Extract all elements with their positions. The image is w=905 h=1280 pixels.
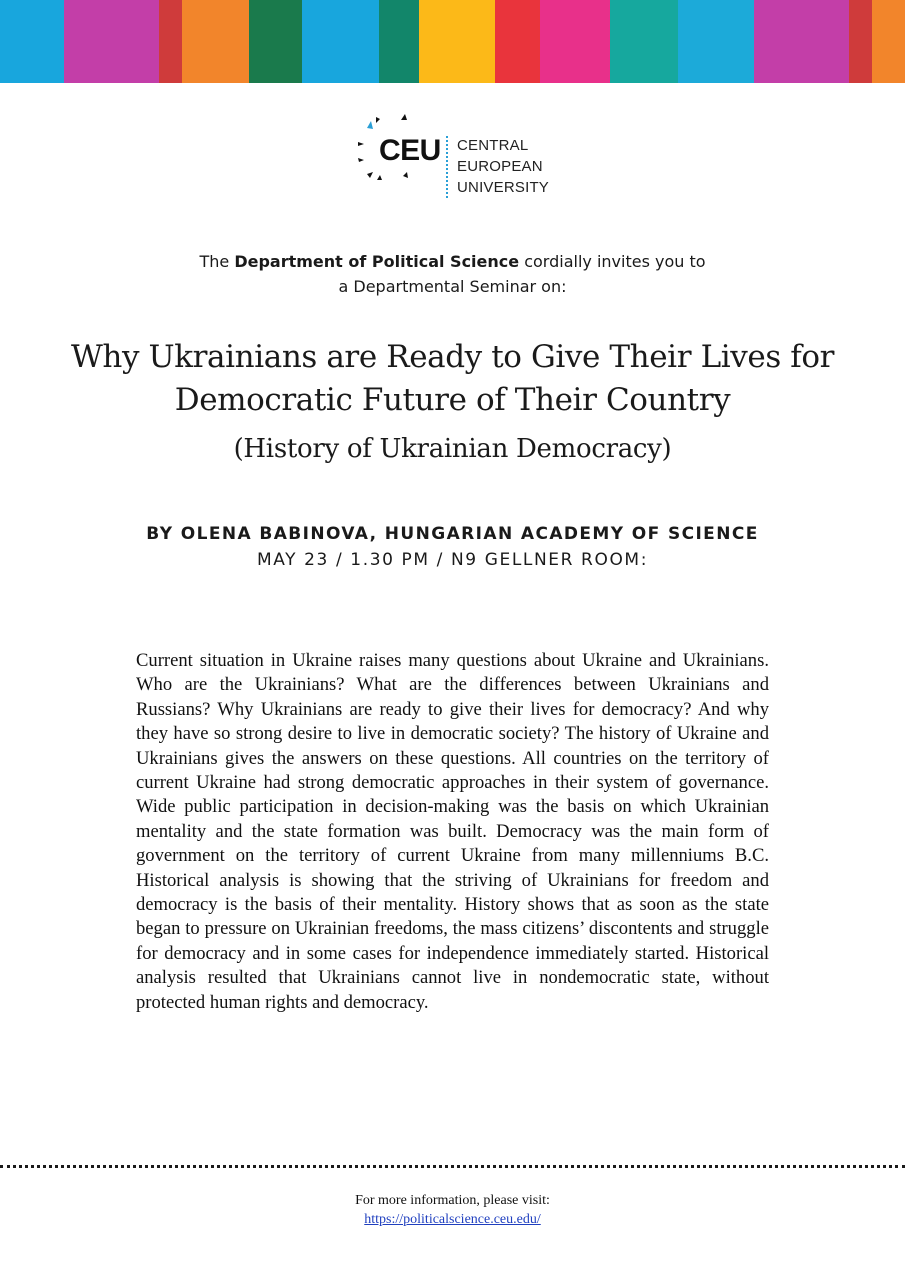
color-stripe: [302, 0, 379, 83]
color-stripe: [0, 0, 64, 83]
seminar-title-line-2: Democratic Future of Their Country: [174, 382, 731, 418]
university-name-line-1: CENTRAL: [457, 137, 529, 154]
invitation-suffix: cordially invites you to: [519, 252, 706, 271]
color-stripe: [64, 0, 159, 83]
logo-divider: [446, 136, 448, 198]
department-name: Department of Political Science: [234, 252, 520, 271]
speaker-line: BY OLENA BABINOVA, HUNGARIAN ACADEMY OF SCIENCE: [146, 524, 759, 544]
date-time-location: MAY 23 / 1.30 PM / N9 GELLNER ROOM:: [256, 550, 649, 570]
color-stripe: [540, 0, 610, 83]
color-stripe: [419, 0, 495, 83]
color-stripe: [249, 0, 302, 83]
invitation-prefix: The: [199, 252, 235, 271]
color-stripe: [610, 0, 678, 83]
color-stripe: [872, 0, 905, 83]
university-name-line-2: EUROPEAN: [457, 158, 543, 175]
color-stripe: [182, 0, 249, 83]
color-stripe: [678, 0, 754, 83]
invitation-line-2: a Departmental Seminar on:: [338, 277, 567, 296]
invitation-text: [0, 249, 905, 299]
invitation-line-1: [0, 249, 905, 274]
ceu-logo: [355, 112, 575, 202]
footer: [0, 1191, 905, 1229]
footer-divider: [0, 1165, 905, 1168]
color-stripe: [159, 0, 182, 83]
ceu-mark-text: CEU: [379, 134, 441, 167]
university-name: [457, 135, 549, 198]
color-stripe: [379, 0, 419, 83]
color-stripe: [495, 0, 540, 83]
color-stripe-banner: [0, 0, 905, 83]
footer-info-text: For more information, please visit:: [355, 1193, 550, 1208]
abstract-paragraph: Current situation in Ukraine raises many questions about Ukraine and Ukrainians. Who are the Ukrainians? What are the differences between Ukrainians and Russians? Why Ukrainians are ready to give their lives for democracy? And why they have so strong desire to live in democratic society? The history of Ukraine and Ukrainians gives the answers on these questions. All countries on the territory of current Ukraine had strong democratic approaches in their system of governance. Wide public participation in decision-making was the basis on which Ukrainian mentality and the state formation was built. Democracy was the main form of government on the territory of current Ukraine from many millenniums B.C. Historical analysis is showing that the striving of Ukrainians for freedom and democracy is the basis of their mentality. History shows that as soon as the state began to pressure on Ukrainian freedoms, the mass citizens’ discontents and struggle for democracy and in some cases for independence immediately started. Historical analysis resulted that Ukrainians cannot live in nondemocratic state, without protected human rights and democracy.: [136, 650, 769, 1013]
color-stripe: [849, 0, 872, 83]
color-stripe: [754, 0, 849, 83]
university-name-line-3: UNIVERSITY: [457, 179, 550, 196]
seminar-subtitle: (History of Ukrainian Democracy): [233, 434, 672, 464]
seminar-title: [20, 336, 885, 422]
website-link[interactable]: https://politicalscience.ceu.edu/: [364, 1212, 541, 1227]
seminar-title-line-1: Why Ukrainians are Ready to Give Their Lives for: [70, 339, 835, 375]
